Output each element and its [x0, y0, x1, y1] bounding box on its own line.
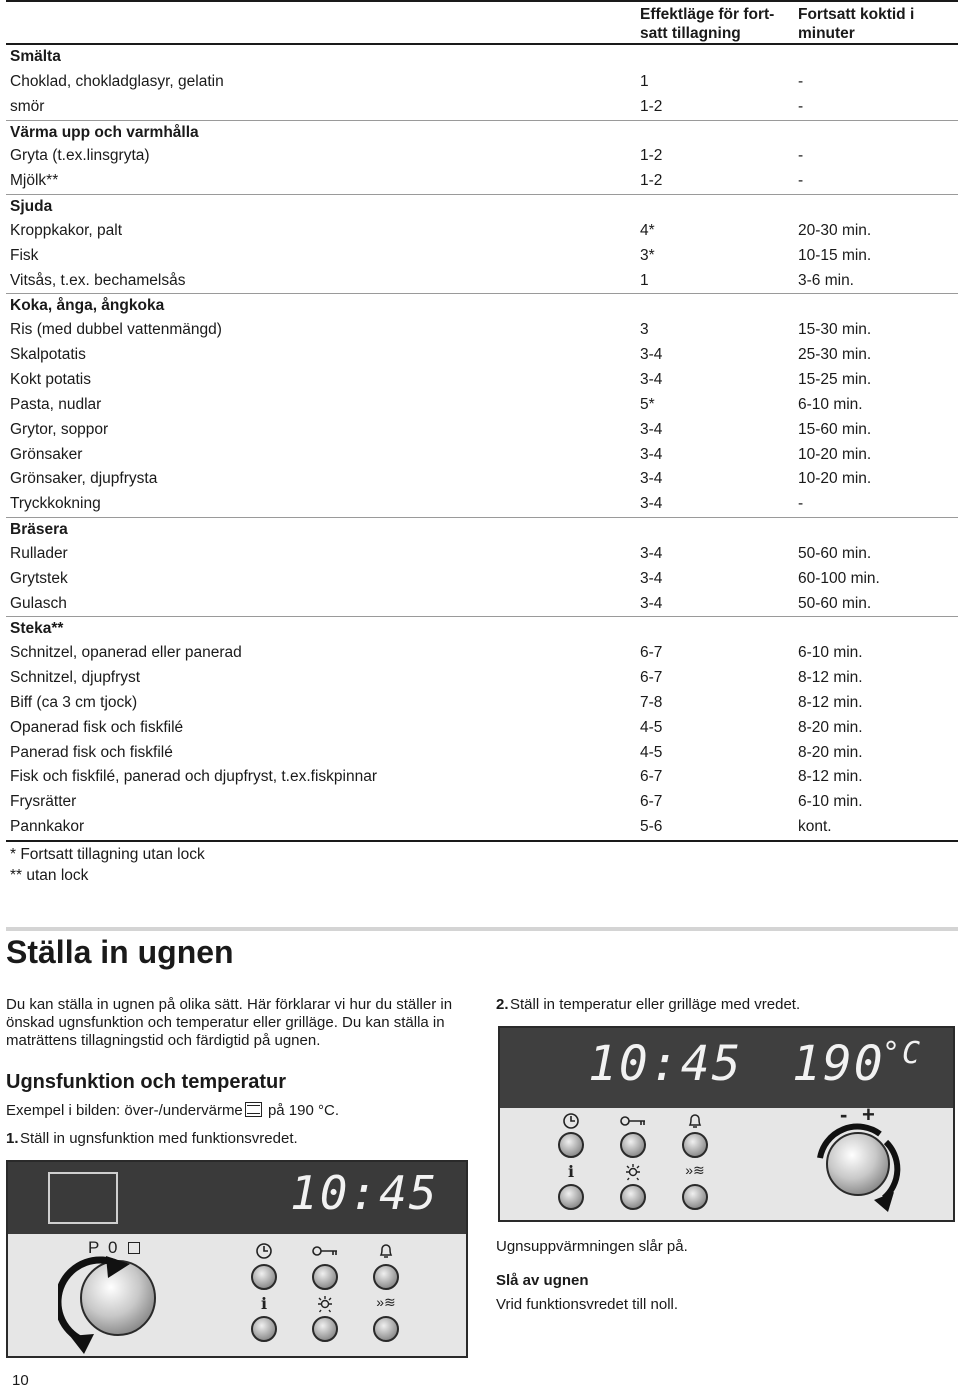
- table-footnotes: [6, 842, 958, 886]
- cooking-time-cell: 20-30 min.: [798, 221, 872, 239]
- subsection-title: Ugnsfunktion och temperatur: [6, 1071, 287, 1093]
- header-power-level: Effektläge för fort- satt tillagning: [640, 6, 775, 42]
- fast-heat-icon-p1: »≋: [376, 1294, 396, 1310]
- category-row: [6, 517, 958, 542]
- table-row: [6, 244, 958, 269]
- footnote-double-star: ** utan lock: [10, 867, 89, 884]
- cooking-time-cell: -: [798, 172, 804, 190]
- table-row: [6, 343, 958, 368]
- power-level-cell: 5*: [640, 395, 655, 413]
- power-level-cell: 3-4: [640, 495, 663, 513]
- table-row: [6, 393, 958, 418]
- childlock-button[interactable]: [620, 1132, 646, 1158]
- power-level-cell: 4*: [640, 221, 655, 239]
- info-button-p1[interactable]: [251, 1316, 277, 1342]
- function-knob-arrow-icon: [58, 1256, 168, 1356]
- power-level-cell: 3-4: [640, 544, 663, 562]
- category-label: Steka**: [10, 620, 64, 638]
- childlock-button-p1[interactable]: [312, 1264, 338, 1290]
- table-row: [6, 219, 958, 244]
- table-row: [6, 169, 958, 194]
- category-row: [6, 45, 958, 70]
- right-column: [496, 996, 956, 1014]
- cooking-time-cell: 15-25 min.: [798, 370, 872, 388]
- cooking-time-cell: -: [798, 72, 804, 90]
- category-row: [6, 616, 958, 641]
- table-row: [6, 542, 958, 567]
- cooking-time-cell: 10-20 min.: [798, 445, 872, 463]
- table-row: [6, 815, 958, 840]
- power-level-cell: 4-5: [640, 718, 663, 736]
- cooking-time-cell: 3-6 min.: [798, 271, 854, 289]
- cooking-time-cell: 15-30 min.: [798, 321, 872, 339]
- table-row: [6, 467, 958, 492]
- table-body: [6, 45, 958, 840]
- power-level-cell: 1: [640, 271, 649, 289]
- table-row: [6, 765, 958, 790]
- cooking-time-cell: 50-60 min.: [798, 594, 872, 612]
- food-label: Mjölk**: [10, 172, 59, 190]
- panel2-unit: °C: [882, 1036, 923, 1071]
- cooking-time-cell: 60-100 min.: [798, 569, 880, 587]
- category-label: Sjuda: [10, 198, 53, 216]
- minus-label: -: [840, 1102, 848, 1127]
- power-level-cell: 1-2: [640, 172, 663, 190]
- dial-label-p: P: [88, 1238, 100, 1257]
- food-label: Gryta (t.ex.linsgryta): [10, 147, 150, 165]
- after-panel-text: [496, 1238, 956, 1314]
- info-button[interactable]: [558, 1184, 584, 1210]
- cooking-time-cell: 6-10 min.: [798, 793, 863, 811]
- table-row: [6, 95, 958, 120]
- table-row: [6, 70, 958, 95]
- power-level-cell: 4-5: [640, 743, 663, 761]
- category-label: Koka, ånga, ångkoka: [10, 297, 165, 315]
- cooking-time-cell: 8-12 min.: [798, 693, 863, 711]
- food-label: Kokt potatis: [10, 370, 91, 388]
- food-label: Frysrätter: [10, 793, 77, 811]
- step-2-text: Ställ in temperatur eller grilläge med vredet.: [510, 996, 801, 1013]
- plus-label: +: [862, 1102, 875, 1127]
- food-label: Rullader: [10, 544, 68, 562]
- section-divider: [6, 927, 958, 931]
- key-icon-p1: [310, 1242, 340, 1265]
- food-label: Panerad fisk och fiskfilé: [10, 743, 173, 761]
- category-row: [6, 293, 958, 318]
- oven-off-text: Vrid funktionsvredet till noll.: [496, 1296, 679, 1313]
- dial-label-zero: 0: [108, 1238, 118, 1257]
- oven-panel-function: [6, 1160, 468, 1358]
- table-row: [6, 790, 958, 815]
- food-label: Kroppkakor, palt: [10, 221, 123, 239]
- section-title: Ställa in ugnen: [6, 934, 234, 970]
- header-cooking-time: Fortsatt koktid i minuter: [798, 6, 915, 42]
- food-label: Grytor, soppor: [10, 420, 109, 438]
- fast-heat-button-p1[interactable]: [373, 1316, 399, 1342]
- panel2-display: [500, 1028, 953, 1108]
- cooking-time-cell: 10-15 min.: [798, 246, 872, 264]
- light-button[interactable]: [620, 1184, 646, 1210]
- step-2: [496, 996, 956, 1014]
- preheat-text: Ugnsuppvärmningen slår på.: [496, 1238, 688, 1255]
- table-row: [6, 666, 958, 691]
- fast-heat-button[interactable]: [682, 1184, 708, 1210]
- food-label: Choklad, chokladglasyr, gelatin: [10, 72, 224, 90]
- panel1-time-readout: 10:45: [290, 1166, 439, 1220]
- food-label: Biff (ca 3 cm tjock): [10, 693, 138, 711]
- power-level-cell: 6-7: [640, 669, 663, 687]
- table-row: [6, 592, 958, 617]
- panel2-temp-readout: 190: [792, 1036, 885, 1092]
- category-label: Bräsera: [10, 521, 68, 539]
- table-row: [6, 443, 958, 468]
- food-label: Grönsaker: [10, 445, 83, 463]
- power-level-cell: 3: [640, 321, 649, 339]
- example-text: [6, 1102, 476, 1120]
- table-header: [6, 0, 958, 45]
- knob-rotate-arrow-icon: [810, 1120, 906, 1220]
- power-level-cell: 6-7: [640, 793, 663, 811]
- food-label: Ris (med dubbel vattenmängd): [10, 321, 222, 339]
- power-level-cell: 3-4: [640, 445, 663, 463]
- info-icon-p1: i: [260, 1294, 268, 1313]
- intro-text: Du kan ställa in ugnen på olika sätt. Här förklarar vi hur du ställer in önskad ugnsfunktion och temperatur eller grilläge. Du kan ställa in maträttens tillagningstid och färdigtid på ugnen.: [6, 996, 453, 1049]
- footnote-star: * Fortsatt tillagning utan lock: [10, 846, 205, 863]
- food-label: Grönsaker, djupfrysta: [10, 470, 158, 488]
- oven-off-title: Slå av ugnen: [496, 1272, 589, 1289]
- example-text-before: Exempel i bilden: över-/undervärme: [6, 1102, 243, 1119]
- power-level-cell: 6-7: [640, 644, 663, 662]
- page-number: 10: [12, 1372, 29, 1389]
- power-level-cell: 3-4: [640, 569, 663, 587]
- info-icon: i: [567, 1162, 575, 1181]
- cooking-time-cell: -: [798, 495, 804, 513]
- power-level-cell: 7-8: [640, 693, 663, 711]
- dial-oven-light-icon: [128, 1242, 140, 1254]
- cooking-time-cell: 25-30 min.: [798, 346, 872, 364]
- cooking-time-cell: -: [798, 147, 804, 165]
- table-row: [6, 368, 958, 393]
- power-level-cell: 1-2: [640, 97, 663, 115]
- table-row: [6, 418, 958, 443]
- cooking-time-cell: 8-12 min.: [798, 768, 863, 786]
- top-bottom-heat-icon: [245, 1102, 262, 1117]
- food-label: Schnitzel, opanerad eller panerad: [10, 644, 242, 662]
- food-label: Opanerad fisk och fiskfilé: [10, 718, 184, 736]
- step-2-number: 2.: [496, 996, 509, 1013]
- timer-button[interactable]: [682, 1132, 708, 1158]
- cooking-table: [6, 0, 958, 886]
- step-1-text: Ställ in ugnsfunktion med funktionsvredet.: [20, 1130, 298, 1147]
- power-level-cell: 3-4: [640, 470, 663, 488]
- table-row: [6, 144, 958, 169]
- example-text-after: på 190 °C.: [263, 1102, 339, 1119]
- power-level-cell: 3-4: [640, 370, 663, 388]
- cooking-time-cell: 8-20 min.: [798, 718, 863, 736]
- cooking-time-cell: 15-60 min.: [798, 420, 872, 438]
- food-label: Pasta, nudlar: [10, 395, 102, 413]
- table-row: [6, 492, 958, 517]
- food-label: Fisk: [10, 246, 39, 264]
- food-label: Schnitzel, djupfryst: [10, 669, 141, 687]
- step-1-number: 1.: [6, 1130, 19, 1147]
- cooking-time-cell: 8-12 min.: [798, 669, 863, 687]
- cooking-time-cell: 10-20 min.: [798, 470, 872, 488]
- panel1-display: [8, 1162, 466, 1234]
- category-label: Värma upp och varmhålla: [10, 123, 199, 141]
- food-label: Vitsås, t.ex. bechamelsås: [10, 271, 186, 289]
- panel2-time-readout: 10:45: [588, 1036, 743, 1092]
- food-label: Pannkakor: [10, 818, 85, 836]
- category-row: [6, 120, 958, 145]
- food-label: Skalpotatis: [10, 346, 86, 364]
- light-button-p1[interactable]: [312, 1316, 338, 1342]
- table-row: [6, 741, 958, 766]
- cooking-time-cell: 50-60 min.: [798, 544, 872, 562]
- cooking-time-cell: 8-20 min.: [798, 743, 863, 761]
- power-level-cell: 3-4: [640, 420, 663, 438]
- power-level-cell: 1: [640, 72, 649, 90]
- clock-button-p1[interactable]: [251, 1264, 277, 1290]
- power-level-cell: 3*: [640, 246, 655, 264]
- table-row: [6, 567, 958, 592]
- cooking-time-cell: kont.: [798, 818, 832, 836]
- table-row: [6, 269, 958, 294]
- clock-icon-p1: [249, 1242, 279, 1265]
- cooking-time-cell: 6-10 min.: [798, 644, 863, 662]
- table-row: [6, 318, 958, 343]
- panel1-function-window: [48, 1172, 118, 1224]
- power-level-cell: 3-4: [640, 346, 663, 364]
- power-level-cell: 6-7: [640, 768, 663, 786]
- power-level-cell: 1-2: [640, 147, 663, 165]
- food-label: smör: [10, 97, 45, 115]
- cooking-time-cell: 6-10 min.: [798, 395, 863, 413]
- food-label: Grytstek: [10, 569, 68, 587]
- table-row: [6, 716, 958, 741]
- clock-button[interactable]: [558, 1132, 584, 1158]
- category-label: Smälta: [10, 48, 61, 65]
- cooking-time-cell: -: [798, 97, 804, 115]
- left-column: [6, 996, 476, 1148]
- food-label: Tryckkokning: [10, 495, 101, 513]
- food-label: Gulasch: [10, 594, 67, 612]
- bell-icon-p1: [371, 1242, 401, 1265]
- oven-panel-temperature: [498, 1026, 955, 1222]
- category-row: [6, 194, 958, 219]
- lamp-icon: [618, 1163, 648, 1186]
- food-label: Fisk och fiskfilé, panerad och djupfryst, t.ex.fiskpinnar: [10, 768, 377, 786]
- lamp-icon-p1: [310, 1295, 340, 1318]
- fast-heat-icon: »≋: [685, 1162, 705, 1178]
- power-level-cell: 3-4: [640, 594, 663, 612]
- step-1: [6, 1130, 476, 1148]
- table-row: [6, 641, 958, 666]
- table-row: [6, 691, 958, 716]
- power-level-cell: 5-6: [640, 818, 663, 836]
- timer-button-p1[interactable]: [373, 1264, 399, 1290]
